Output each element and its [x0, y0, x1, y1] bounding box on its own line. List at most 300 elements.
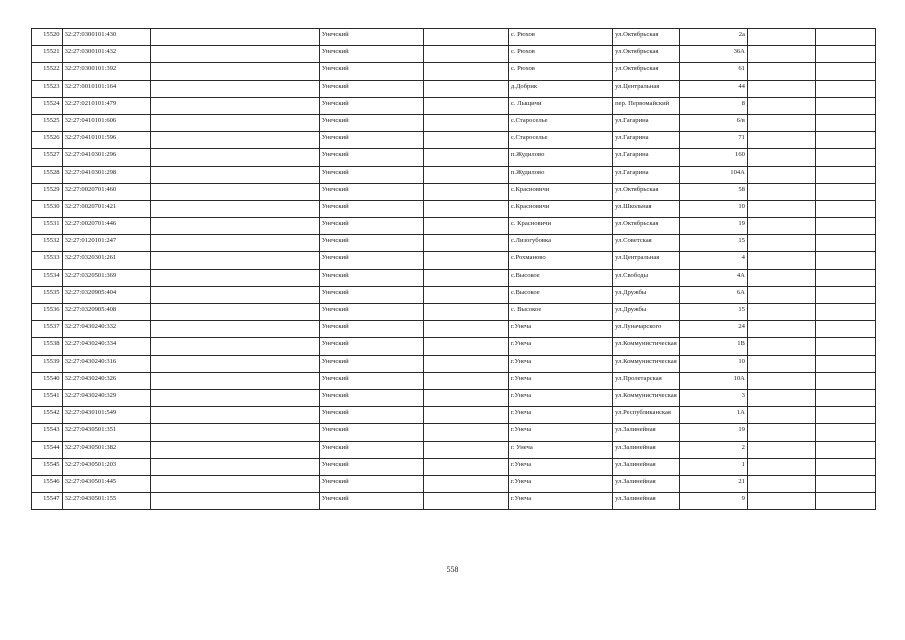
settlement-cell: г.Унеча — [508, 475, 612, 492]
cadastral-number-cell: 32:27:0430240:329 — [62, 389, 150, 406]
cadastral-number-cell: 32:27:0430240:316 — [62, 355, 150, 372]
house-number-cell: 44 — [679, 80, 747, 97]
empty-cell — [423, 80, 508, 97]
record-number-cell: 15525 — [32, 114, 63, 131]
empty-cell — [815, 235, 875, 252]
house-number-cell: 24 — [679, 321, 747, 338]
table-row — [32, 372, 876, 389]
settlement-cell: п.Жудилово — [508, 166, 612, 183]
table-row — [32, 304, 876, 321]
empty-cell — [747, 63, 815, 80]
district-cell: Унечский — [319, 458, 423, 475]
empty-cell — [150, 424, 319, 441]
street-cell: ул.Советская — [613, 235, 680, 252]
house-number-cell: 8 — [679, 97, 747, 114]
table-row — [32, 63, 876, 80]
record-number-cell: 15524 — [32, 97, 63, 114]
street-cell: ул.Октябрьская — [613, 183, 680, 200]
house-number-cell: 2 — [679, 441, 747, 458]
table-row — [32, 389, 876, 406]
empty-cell — [150, 407, 319, 424]
cadastral-number-cell: 32:27:0010101:164 — [62, 80, 150, 97]
record-number-cell: 15542 — [32, 407, 63, 424]
cadastral-number-cell: 32:27:0210101:479 — [62, 97, 150, 114]
record-number-cell: 15533 — [32, 252, 63, 269]
table-row — [32, 235, 876, 252]
table-row — [32, 114, 876, 131]
district-cell: Унечский — [319, 218, 423, 235]
empty-cell — [815, 407, 875, 424]
empty-cell — [150, 493, 319, 510]
empty-cell — [150, 114, 319, 131]
cadastral-number-cell: 32:27:0430501:445 — [62, 475, 150, 492]
empty-cell — [815, 166, 875, 183]
street-cell: ул.Залинейная — [613, 458, 680, 475]
empty-cell — [150, 149, 319, 166]
street-cell: ул.Дружбы — [613, 304, 680, 321]
cadastral-number-cell: 32:27:0300101:392 — [62, 63, 150, 80]
house-number-cell: 9 — [679, 493, 747, 510]
settlement-cell: с. Рюхов — [508, 63, 612, 80]
empty-cell — [747, 269, 815, 286]
street-cell: ул.Залинейная — [613, 475, 680, 492]
cadastral-number-cell: 32:27:0430501:203 — [62, 458, 150, 475]
empty-cell — [150, 338, 319, 355]
empty-cell — [150, 29, 319, 46]
cadastral-number-cell: 32:27:0020701:421 — [62, 200, 150, 217]
table-row — [32, 97, 876, 114]
cadastral-number-cell: 32:27:0020701:460 — [62, 183, 150, 200]
district-cell: Унечский — [319, 355, 423, 372]
record-number-cell: 15541 — [32, 389, 63, 406]
empty-cell — [150, 218, 319, 235]
table-row — [32, 338, 876, 355]
district-cell: Унечский — [319, 97, 423, 114]
empty-cell — [815, 372, 875, 389]
empty-cell — [423, 132, 508, 149]
empty-cell — [815, 132, 875, 149]
empty-cell — [423, 355, 508, 372]
street-cell: ул.Гагарина — [613, 149, 680, 166]
empty-cell — [815, 389, 875, 406]
record-number-cell: 15540 — [32, 372, 63, 389]
record-number-cell: 15526 — [32, 132, 63, 149]
table-row — [32, 355, 876, 372]
empty-cell — [815, 63, 875, 80]
page-number: 558 — [446, 565, 459, 574]
street-cell: ул.Октябрьская — [613, 29, 680, 46]
empty-cell — [747, 29, 815, 46]
table-row — [32, 80, 876, 97]
empty-cell — [150, 252, 319, 269]
empty-cell — [815, 458, 875, 475]
empty-cell — [423, 235, 508, 252]
record-number-cell: 15529 — [32, 183, 63, 200]
cadastral-number-cell: 32:27:0410101:596 — [62, 132, 150, 149]
empty-cell — [423, 475, 508, 492]
empty-cell — [747, 475, 815, 492]
empty-cell — [423, 458, 508, 475]
empty-cell — [423, 493, 508, 510]
empty-cell — [747, 493, 815, 510]
street-cell: ул.Гагарина — [613, 132, 680, 149]
house-number-cell: 36А — [679, 46, 747, 63]
settlement-cell: г.Унеча — [508, 372, 612, 389]
record-number-cell: 15532 — [32, 235, 63, 252]
district-cell: Унечский — [319, 166, 423, 183]
empty-cell — [815, 304, 875, 321]
table-row — [32, 286, 876, 303]
house-number-cell: 6А — [679, 286, 747, 303]
empty-cell — [150, 475, 319, 492]
empty-cell — [423, 338, 508, 355]
empty-cell — [815, 475, 875, 492]
empty-cell — [815, 441, 875, 458]
empty-cell — [150, 200, 319, 217]
cadastral-number-cell: 32:27:0320905:404 — [62, 286, 150, 303]
empty-cell — [815, 218, 875, 235]
record-number-cell: 15520 — [32, 29, 63, 46]
record-number-cell: 15521 — [32, 46, 63, 63]
district-cell: Унечский — [319, 132, 423, 149]
table-row — [32, 458, 876, 475]
registry-table — [31, 28, 876, 510]
settlement-cell: с.Лизогубовка — [508, 235, 612, 252]
empty-cell — [815, 97, 875, 114]
settlement-cell: с. Рюхов — [508, 46, 612, 63]
settlement-cell: с. Красновичи — [508, 218, 612, 235]
cadastral-number-cell: 32:27:0320301:261 — [62, 252, 150, 269]
empty-cell — [423, 183, 508, 200]
cadastral-number-cell: 32:27:0430240:334 — [62, 338, 150, 355]
house-number-cell: 104А — [679, 166, 747, 183]
empty-cell — [815, 46, 875, 63]
record-number-cell: 15530 — [32, 200, 63, 217]
cadastral-number-cell: 32:27:0020701:446 — [62, 218, 150, 235]
settlement-cell: д.Добрик — [508, 80, 612, 97]
district-cell: Унечский — [319, 493, 423, 510]
table-row — [32, 46, 876, 63]
cadastral-number-cell: 32:27:0320501:369 — [62, 269, 150, 286]
cadastral-number-cell: 32:27:0300101:432 — [62, 46, 150, 63]
table-row — [32, 493, 876, 510]
house-number-cell: 1В — [679, 338, 747, 355]
district-cell: Унечский — [319, 29, 423, 46]
empty-cell — [747, 424, 815, 441]
street-cell: ул.Залинейная — [613, 424, 680, 441]
record-number-cell: 15545 — [32, 458, 63, 475]
empty-cell — [150, 166, 319, 183]
cadastral-number-cell: 32:27:0300101:430 — [62, 29, 150, 46]
empty-cell — [815, 114, 875, 131]
table-row — [32, 183, 876, 200]
cadastral-number-cell: 32:27:0410101:606 — [62, 114, 150, 131]
empty-cell — [150, 441, 319, 458]
empty-cell — [423, 269, 508, 286]
street-cell: ул.Октябрьская — [613, 63, 680, 80]
settlement-cell: с.Староселье — [508, 114, 612, 131]
district-cell: Унечский — [319, 252, 423, 269]
empty-cell — [815, 321, 875, 338]
empty-cell — [815, 80, 875, 97]
empty-cell — [815, 269, 875, 286]
empty-cell — [747, 218, 815, 235]
empty-cell — [747, 80, 815, 97]
empty-cell — [815, 338, 875, 355]
record-number-cell: 15543 — [32, 424, 63, 441]
house-number-cell: 4А — [679, 269, 747, 286]
empty-cell — [815, 286, 875, 303]
settlement-cell: с. Высокое — [508, 304, 612, 321]
record-number-cell: 15531 — [32, 218, 63, 235]
district-cell: Унечский — [319, 286, 423, 303]
empty-cell — [815, 493, 875, 510]
table-row — [32, 407, 876, 424]
empty-cell — [747, 200, 815, 217]
empty-cell — [423, 114, 508, 131]
house-number-cell: 10 — [679, 200, 747, 217]
empty-cell — [747, 97, 815, 114]
cadastral-number-cell: 32:27:0430240:326 — [62, 372, 150, 389]
cadastral-number-cell: 32:27:0430101:549 — [62, 407, 150, 424]
settlement-cell: с. Лыщичи — [508, 97, 612, 114]
record-number-cell: 15544 — [32, 441, 63, 458]
street-cell: ул.Школьная — [613, 200, 680, 217]
empty-cell — [150, 235, 319, 252]
house-number-cell: 160 — [679, 149, 747, 166]
record-number-cell: 15527 — [32, 149, 63, 166]
street-cell: ул.Свободы — [613, 269, 680, 286]
empty-cell — [423, 286, 508, 303]
cadastral-number-cell: 32:27:0430501:382 — [62, 441, 150, 458]
record-number-cell: 15535 — [32, 286, 63, 303]
settlement-cell: г.Унеча — [508, 338, 612, 355]
district-cell: Унечский — [319, 424, 423, 441]
house-number-cell: 15 — [679, 235, 747, 252]
settlement-cell: г.Унеча — [508, 355, 612, 372]
table-row — [32, 424, 876, 441]
cadastral-number-cell: 32:27:0430240:332 — [62, 321, 150, 338]
empty-cell — [423, 29, 508, 46]
house-number-cell: 3 — [679, 389, 747, 406]
empty-cell — [815, 29, 875, 46]
empty-cell — [150, 389, 319, 406]
street-cell: ул.Центральная — [613, 80, 680, 97]
table-row — [32, 149, 876, 166]
district-cell: Унечский — [319, 269, 423, 286]
house-number-cell: 1А — [679, 407, 747, 424]
empty-cell — [423, 63, 508, 80]
table-row — [32, 269, 876, 286]
empty-cell — [423, 304, 508, 321]
table-row — [32, 321, 876, 338]
cadastral-number-cell: 32:27:0120101:247 — [62, 235, 150, 252]
settlement-cell: с. Рюхов — [508, 29, 612, 46]
empty-cell — [747, 372, 815, 389]
district-cell: Унечский — [319, 304, 423, 321]
house-number-cell: 58 — [679, 183, 747, 200]
empty-cell — [747, 304, 815, 321]
empty-cell — [150, 183, 319, 200]
record-number-cell: 15534 — [32, 269, 63, 286]
street-cell: ул.Луначарского — [613, 321, 680, 338]
district-cell: Унечский — [319, 63, 423, 80]
street-cell: ул.Республиканская — [613, 407, 680, 424]
empty-cell — [423, 46, 508, 63]
cadastral-number-cell: 32:27:0410301:298 — [62, 166, 150, 183]
empty-cell — [815, 252, 875, 269]
empty-cell — [747, 321, 815, 338]
district-cell: Унечский — [319, 46, 423, 63]
street-cell: ул.Дружбы — [613, 286, 680, 303]
street-cell: пер. Первомайский — [613, 97, 680, 114]
street-cell: ул.Пролетарская — [613, 372, 680, 389]
table-row — [32, 166, 876, 183]
record-number-cell: 15528 — [32, 166, 63, 183]
settlement-cell: с.Высокое — [508, 286, 612, 303]
empty-cell — [150, 355, 319, 372]
house-number-cell: 19 — [679, 424, 747, 441]
house-number-cell: 19 — [679, 218, 747, 235]
settlement-cell: с.Рохманово — [508, 252, 612, 269]
record-number-cell: 15536 — [32, 304, 63, 321]
empty-cell — [150, 304, 319, 321]
empty-cell — [747, 252, 815, 269]
house-number-cell: 10А — [679, 372, 747, 389]
settlement-cell: г. Унеча — [508, 441, 612, 458]
street-cell: ул.Залинейная — [613, 441, 680, 458]
empty-cell — [815, 183, 875, 200]
house-number-cell: 71 — [679, 132, 747, 149]
settlement-cell: г.Унеча — [508, 407, 612, 424]
empty-cell — [747, 114, 815, 131]
empty-cell — [747, 46, 815, 63]
district-cell: Унечский — [319, 372, 423, 389]
empty-cell — [747, 235, 815, 252]
settlement-cell: с.Высокое — [508, 269, 612, 286]
cadastral-number-cell: 32:27:0430501:351 — [62, 424, 150, 441]
street-cell: ул.Коммунистическая — [613, 355, 680, 372]
record-number-cell: 15546 — [32, 475, 63, 492]
empty-cell — [747, 441, 815, 458]
table-row — [32, 252, 876, 269]
street-cell: ул.Гагарина — [613, 114, 680, 131]
empty-cell — [815, 149, 875, 166]
empty-cell — [423, 441, 508, 458]
street-cell: ул.Гагарина — [613, 166, 680, 183]
record-number-cell: 15523 — [32, 80, 63, 97]
empty-cell — [747, 338, 815, 355]
district-cell: Унечский — [319, 235, 423, 252]
settlement-cell: г.Унеча — [508, 493, 612, 510]
empty-cell — [747, 149, 815, 166]
empty-cell — [150, 46, 319, 63]
street-cell: ул.Коммунистическая — [613, 389, 680, 406]
empty-cell — [150, 132, 319, 149]
empty-cell — [423, 389, 508, 406]
empty-cell — [423, 407, 508, 424]
table-row — [32, 441, 876, 458]
empty-cell — [747, 132, 815, 149]
district-cell: Унечский — [319, 475, 423, 492]
settlement-cell: г.Унеча — [508, 458, 612, 475]
street-cell: ул.Октябрьская — [613, 218, 680, 235]
empty-cell — [423, 252, 508, 269]
registry-table-body — [32, 29, 876, 510]
district-cell: Унечский — [319, 114, 423, 131]
empty-cell — [747, 286, 815, 303]
empty-cell — [423, 97, 508, 114]
record-number-cell: 15537 — [32, 321, 63, 338]
house-number-cell: 2а — [679, 29, 747, 46]
empty-cell — [747, 183, 815, 200]
empty-cell — [150, 321, 319, 338]
empty-cell — [747, 458, 815, 475]
street-cell: ул.Залинейная — [613, 493, 680, 510]
district-cell: Унечский — [319, 441, 423, 458]
record-number-cell: 15539 — [32, 355, 63, 372]
cadastral-number-cell: 32:27:0320905:408 — [62, 304, 150, 321]
district-cell: Унечский — [319, 183, 423, 200]
cadastral-number-cell: 32:27:0430501:155 — [62, 493, 150, 510]
record-number-cell: 15522 — [32, 63, 63, 80]
district-cell: Унечский — [319, 80, 423, 97]
empty-cell — [423, 166, 508, 183]
empty-cell — [150, 458, 319, 475]
table-row — [32, 29, 876, 46]
district-cell: Унечский — [319, 200, 423, 217]
street-cell: ул.Октябрьская — [613, 46, 680, 63]
empty-cell — [815, 424, 875, 441]
empty-cell — [815, 200, 875, 217]
empty-cell — [150, 286, 319, 303]
house-number-cell: 21 — [679, 475, 747, 492]
empty-cell — [150, 269, 319, 286]
district-cell: Унечский — [319, 407, 423, 424]
empty-cell — [747, 166, 815, 183]
house-number-cell: 15 — [679, 304, 747, 321]
table-row — [32, 200, 876, 217]
table-row — [32, 218, 876, 235]
settlement-cell: г.Унеча — [508, 424, 612, 441]
house-number-cell: 10 — [679, 355, 747, 372]
house-number-cell: 1 — [679, 458, 747, 475]
cadastral-number-cell: 32:27:0410301:296 — [62, 149, 150, 166]
empty-cell — [150, 80, 319, 97]
empty-cell — [747, 355, 815, 372]
empty-cell — [423, 149, 508, 166]
empty-cell — [423, 200, 508, 217]
table-row — [32, 132, 876, 149]
table-row — [32, 475, 876, 492]
settlement-cell: п.Жудилово — [508, 149, 612, 166]
empty-cell — [150, 63, 319, 80]
street-cell: ул.Коммунистическая — [613, 338, 680, 355]
empty-cell — [150, 372, 319, 389]
empty-cell — [423, 321, 508, 338]
settlement-cell: г.Унеча — [508, 389, 612, 406]
empty-cell — [747, 389, 815, 406]
empty-cell — [747, 407, 815, 424]
district-cell: Унечский — [319, 338, 423, 355]
empty-cell — [423, 218, 508, 235]
empty-cell — [150, 97, 319, 114]
district-cell: Унечский — [319, 149, 423, 166]
record-number-cell: 15547 — [32, 493, 63, 510]
settlement-cell: с.Красновичи — [508, 200, 612, 217]
house-number-cell: 4 — [679, 252, 747, 269]
settlement-cell: с.Староселье — [508, 132, 612, 149]
